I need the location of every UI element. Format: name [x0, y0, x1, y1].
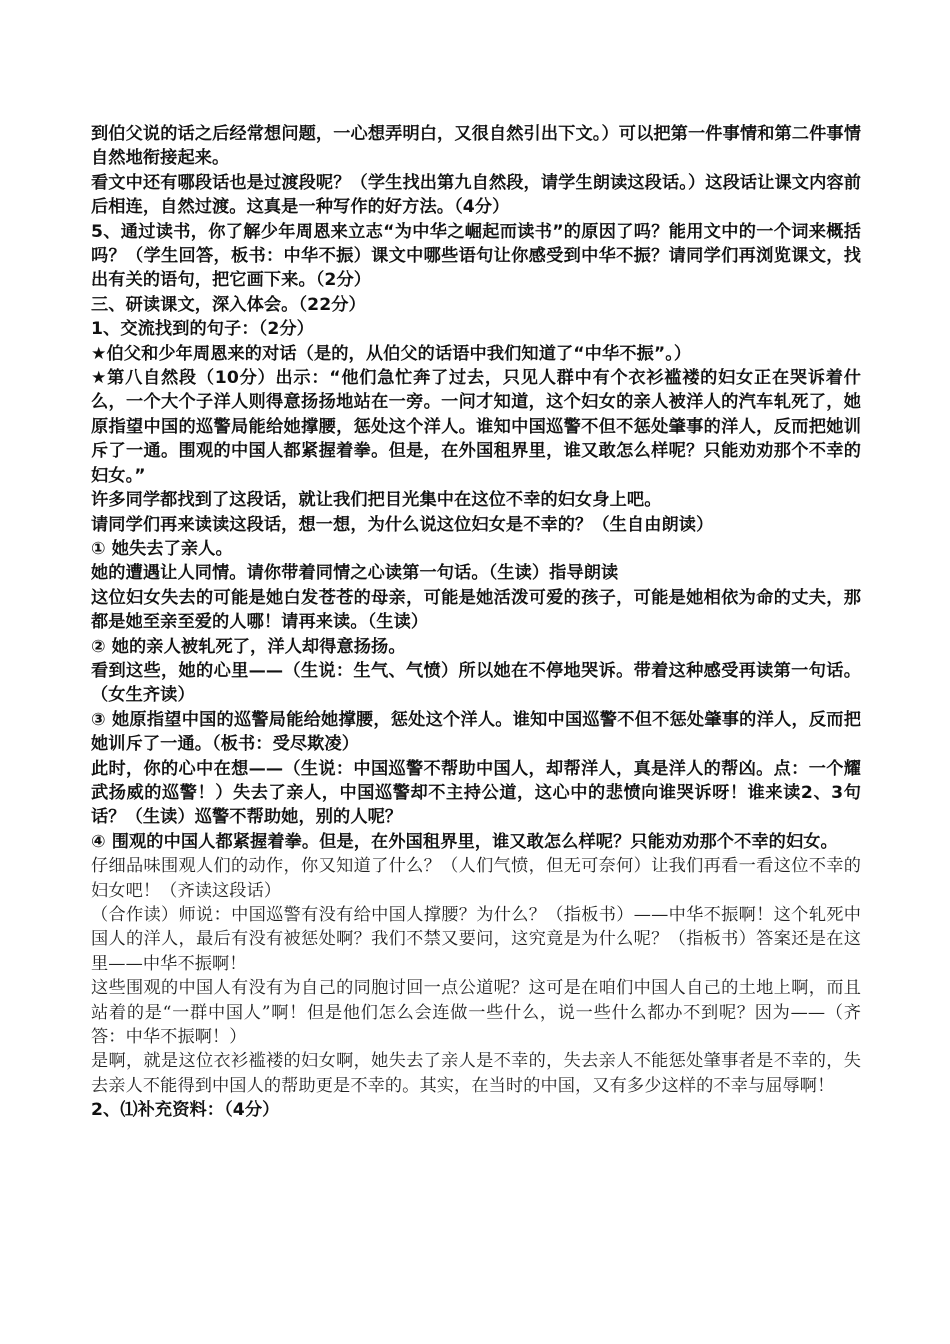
- point-4: ④ 围观的中国人都紧握着拳。但是，在外国租界里，谁又敢怎么样呢？只能劝劝那个不幸的妇女。: [91, 831, 838, 852]
- paragraph-onlookers: 仔细品味围观人们的动作，你又知道了什么？（人们气愤，但无可奈何）让我们再看一看这位不幸的妇女吧！（齐读这段话）: [91, 856, 861, 901]
- point-3: ③ 她原指望中国的巡警局能给她撑腰，惩处这个洋人。谁知中国巡警不但不惩处肇事的洋人，反而把她训斥了一通。（板书：受尽欺凌）: [91, 709, 861, 755]
- section-heading-3: 三、研读课文，深入体会。（22分）: [91, 294, 366, 315]
- paragraph-transition-explained: 到伯父说的话之后经常想问题，一心想弄明白，又很自然引出下文。）可以把第一件事情和第二件事情自然地衔接起来。: [91, 124, 861, 169]
- paragraph-sympathy: 她的遭遇让人同情。请你带着同情之心读第一句话。（生读）指导朗读: [91, 563, 619, 584]
- paragraph-anger: 看到这些，她的心里——（生说：生气、气愤）所以她在不停地哭诉。带着这种感受再读第一句话。（女生齐读）: [91, 660, 861, 706]
- paragraph-step-5: 5、通过读书，你了解少年周恩来立志“为中华之崛起而读书”的原因了吗？能用文中的一个词来概括吗？（学生回答，板书：中华不振）课文中哪些语句让你感受到中华不振？请同学们再浏览课文，找出有关的语句，把它画下来。（2分）: [91, 221, 861, 291]
- paragraph-read-again: 请同学们再来读读这段话，想一想，为什么说这位妇女是不幸的？（生自由朗读）: [91, 514, 714, 535]
- star-item-dialogue: ★伯父和少年周恩来的对话（是的，从伯父的话语中我们知道了“中华不振”。）: [91, 343, 692, 364]
- document-page: [91, 122, 861, 1123]
- paragraph-transition-question: 看文中还有哪段话也是过渡段呢？（学生找出第九自然段，请学生朗读这段话。）这段话让课文内容前后相连，自然过渡。这真是一种写作的好方法。（4分）: [91, 172, 861, 218]
- paragraph-cooperative-reading: （合作读）师说：中国巡警有没有给中国人撑腰？为什么？（指板书）——中华不振啊！这个轧死中国人的洋人，最后有没有被惩处啊？我们不禁又要问，这究竟是为什么呢？（指板书）答案还是在这里——中华不振啊！: [91, 905, 861, 974]
- paragraph-loss: 这位妇女失去的可能是她白发苍苍的母亲，可能是她活泼可爱的孩子，可能是她相依为命的丈夫，那都是她至亲至爱的人哪！请再来读。（生读）: [91, 587, 861, 633]
- paragraph-police: 此时，你的心中在想——（生说：中国巡警不帮助中国人，却帮洋人，真是洋人的帮凶。点：一个耀武扬威的巡警！）失去了亲人，中国巡警却不主持公道，这心中的悲愤向谁哭诉呀！谁来读2、3句话？（生读）巡警不帮助她，别的人呢？: [91, 758, 861, 828]
- subheading-1: 1、交流找到的句子：（2分）: [91, 319, 314, 340]
- paragraph-compatriots: 这些围观的中国人有没有为自己的同胞讨回一点公道呢？这可是在咱们中国人自己的土地上啊，而且站着的是“一群中国人”啊！但是他们怎么会连做一些什么，说一些什么都办不到呢？因为——（齐答：中华不振啊！）: [91, 978, 861, 1048]
- paragraph-misfortune: 是啊，就是这位衣衫褴褛的妇女啊，她失去了亲人是不幸的，失去亲人不能惩处肇事者是不幸的，失去亲人不能得到中国人的帮助更是不幸的。其实，在当时的中国，又有多少这样的不幸与屈辱啊！: [91, 1051, 861, 1096]
- subheading-2-supplement: 2、⑴补充资料：（4分）: [91, 1100, 280, 1121]
- point-2: ② 她的亲人被轧死了，洋人却得意扬扬。: [91, 636, 406, 657]
- paragraph-focus-woman: 许多同学都找到了这段话，就让我们把目光集中在这位不幸的妇女身上吧。: [91, 490, 662, 511]
- point-1: ① 她失去了亲人。: [91, 538, 233, 559]
- star-item-paragraph-8: ★第八自然段（10分）出示：“他们急忙奔了过去，只见人群中有个衣衫褴褛的妇女正在哭诉着什么，一个大个子洋人则得意扬扬地站在一旁。一问才知道，这个妇女的亲人被洋人的汽车轧死了，她原指望中国的巡警局能给她撑腰，惩处这个洋人。谁知中国巡警不但不惩处肇事的洋人，反而把她训斥了一通。围观的中国人都紧握着拳。但是，在外国租界里，谁又敢怎么样呢？只能劝劝那个不幸的妇女。”: [91, 368, 861, 486]
